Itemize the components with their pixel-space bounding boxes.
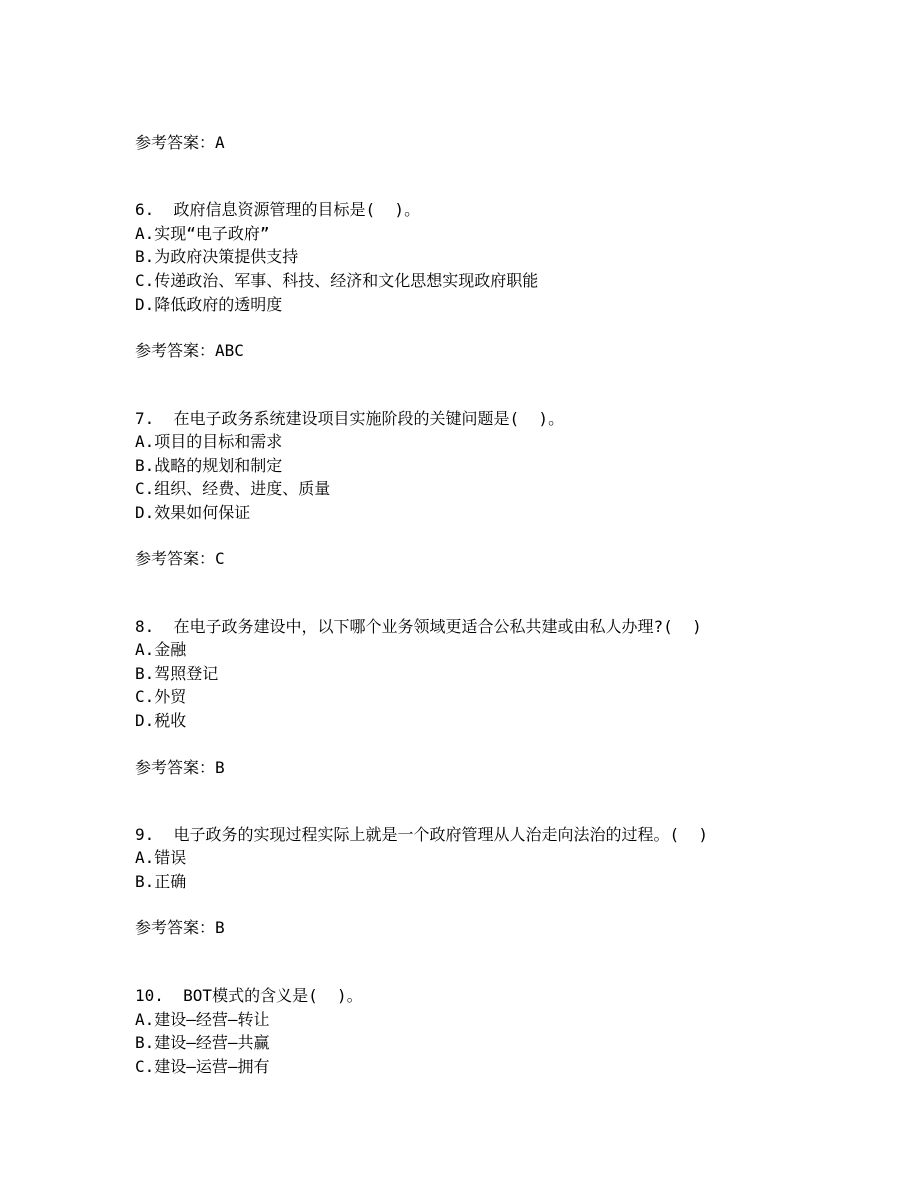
question-7-option-d: D.效果如何保证 xyxy=(135,503,251,522)
question-8-option-d: D.税收 xyxy=(135,711,187,730)
question-9-stem: 9. 电子政务的实现过程实际上就是一个政府管理从人治走向法治的过程。( ) xyxy=(135,825,709,844)
question-6-stem: 6. 政府信息资源管理的目标是( )。 xyxy=(135,200,421,219)
question-10-stem: 10. BOT模式的含义是( )。 xyxy=(135,986,363,1005)
question-9-option-b: B.正确 xyxy=(135,872,187,891)
question-7-option-c: C.组织、经费、进度、质量 xyxy=(135,479,331,498)
question-6-option-d: D.降低政府的透明度 xyxy=(135,295,283,314)
answer-q9: 参考答案：B xyxy=(135,918,225,937)
question-8-option-c: C.外贸 xyxy=(135,687,187,706)
answer-q6: 参考答案：ABC xyxy=(135,341,244,360)
answer-q7: 参考答案：C xyxy=(135,549,225,568)
question-6-option-c: C.传递政治、军事、科技、经济和文化思想实现政府职能 xyxy=(135,271,539,290)
question-6-option-b: B.为政府决策提供支持 xyxy=(135,247,299,266)
question-8-option-b: B.驾照登记 xyxy=(135,664,219,683)
question-8-option-a: A.金融 xyxy=(135,640,187,659)
question-7-option-a: A.项目的目标和需求 xyxy=(135,432,283,451)
question-10-option-b: B.建设—经营—共赢 xyxy=(135,1033,270,1052)
question-9-option-a: A.错误 xyxy=(135,848,187,867)
question-8-stem: 8. 在电子政务建设中，以下哪个业务领域更适合公私共建或由私人办理?( ) xyxy=(135,617,702,636)
question-10-option-c: C.建设—运营—拥有 xyxy=(135,1057,270,1076)
question-7-option-b: B.战略的规划和制定 xyxy=(135,456,283,475)
answer-q5: 参考答案：A xyxy=(135,133,225,152)
question-7-stem: 7. 在电子政务系统建设项目实施阶段的关键问题是( )。 xyxy=(135,409,565,428)
question-6-option-a: A.实现“电子政府” xyxy=(135,224,270,243)
question-10-option-a: A.建设—经营—转让 xyxy=(135,1010,270,1029)
answer-q8: 参考答案：B xyxy=(135,758,225,777)
